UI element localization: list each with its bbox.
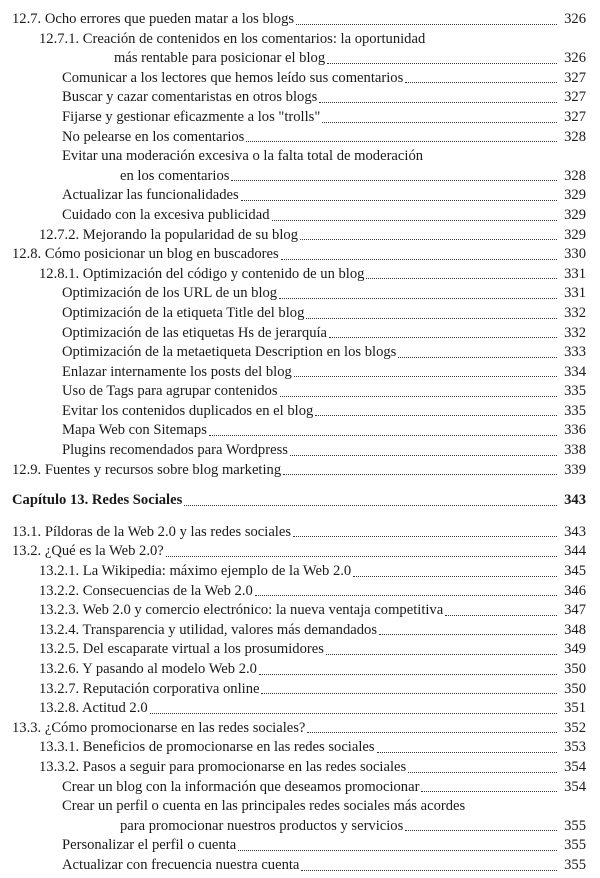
page-number: 328 — [564, 128, 586, 145]
page-number: 348 — [564, 621, 586, 638]
toc-entry[interactable] — [12, 817, 586, 837]
toc-entry[interactable] — [12, 147, 586, 167]
toc-entry[interactable] — [12, 601, 586, 621]
entry-title: en los comentarios — [120, 167, 230, 184]
entry-title: Crear un perfil o cuenta en las principales redes sociales más acordes — [62, 798, 466, 815]
toc-entry[interactable] — [12, 167, 586, 187]
dot-leader — [283, 474, 557, 475]
toc-entry[interactable] — [12, 778, 586, 798]
toc-entry[interactable] — [12, 128, 586, 148]
toc-entry[interactable] — [12, 382, 586, 402]
page-number: 355 — [564, 817, 586, 834]
dot-leader — [259, 674, 557, 675]
dot-leader — [326, 654, 557, 655]
entry-title: 12.8. Cómo posicionar un blog en buscadores — [12, 246, 279, 263]
page-number: 327 — [564, 69, 586, 86]
entry-title: 13.3.2. Pasos a seguir para promocionarse en las redes sociales — [39, 758, 407, 775]
toc-entry[interactable] — [12, 206, 586, 226]
entry-title: Capítulo 13. Redes Sociales — [12, 492, 183, 509]
toc-entry[interactable] — [12, 324, 586, 344]
dot-leader — [315, 415, 557, 416]
entry-title: Mapa Web con Sitemaps — [62, 422, 207, 439]
page-number: 354 — [564, 778, 586, 795]
dot-leader — [281, 259, 557, 260]
toc-entry[interactable] — [12, 402, 586, 422]
entry-title: 13.2.8. Actitud 2.0 — [39, 700, 148, 717]
toc-entry[interactable] — [12, 562, 586, 582]
page-number: 339 — [564, 461, 586, 478]
dot-leader — [280, 396, 557, 397]
page-number: 331 — [564, 265, 586, 282]
page-number: 353 — [564, 739, 586, 756]
toc-entry[interactable] — [12, 284, 586, 304]
page-number: 330 — [564, 246, 586, 263]
dot-leader — [150, 713, 557, 714]
dot-leader — [377, 752, 557, 753]
page-number: 338 — [564, 442, 586, 459]
toc-entry[interactable] — [12, 10, 586, 30]
toc-entry[interactable] — [12, 699, 586, 719]
dot-leader — [405, 830, 557, 831]
dot-leader — [405, 82, 557, 83]
page-number: 349 — [564, 641, 586, 658]
toc-entry[interactable] — [12, 49, 586, 69]
dot-leader — [209, 435, 557, 436]
page-number: 343 — [564, 523, 586, 540]
page-number: 344 — [564, 543, 586, 560]
toc-entry[interactable] — [12, 523, 586, 543]
toc-entry[interactable] — [12, 856, 586, 876]
toc-entry[interactable] — [12, 421, 586, 441]
page-number: 336 — [564, 422, 586, 439]
toc-entry[interactable] — [12, 542, 586, 562]
entry-title: Optimización de los URL de un blog — [62, 285, 278, 302]
entry-title: 13.2.5. Del escaparate virtual a los prosumidores — [39, 641, 324, 658]
page-number: 343 — [564, 492, 586, 509]
toc-entry[interactable] — [12, 245, 586, 265]
entry-title: Evitar los contenidos duplicados en el blog — [62, 402, 314, 419]
toc-entry[interactable] — [12, 343, 586, 363]
page-number: 354 — [564, 758, 586, 775]
toc-entry[interactable] — [12, 738, 586, 758]
entry-title: 12.7. Ocho errores que pueden matar a los blogs — [12, 11, 295, 27]
toc-entry[interactable] — [12, 680, 586, 700]
page-number: 331 — [564, 285, 586, 302]
entry-title: Optimización de la metaetiqueta Description en los blogs — [62, 344, 397, 361]
page-number: 352 — [564, 719, 586, 736]
dot-leader — [322, 122, 557, 123]
dot-leader — [184, 505, 557, 506]
entry-title: Crear un blog con la información que deseamos promocionar — [62, 778, 420, 795]
toc-entry[interactable] — [12, 69, 586, 89]
dot-leader — [255, 595, 557, 596]
page-number: 329 — [564, 206, 586, 223]
dot-leader — [379, 634, 557, 635]
entry-title: Personalizar el perfil o cuenta — [62, 837, 237, 854]
toc-entry[interactable] — [12, 758, 586, 778]
entry-title: Evitar una moderación excesiva o la falta total de moderación — [62, 148, 424, 165]
page-number: 347 — [564, 602, 586, 619]
page-number: 350 — [564, 661, 586, 677]
dot-leader — [306, 318, 557, 319]
entry-title: Actualizar las funcionalidades — [62, 187, 239, 204]
dot-leader — [319, 102, 557, 103]
entry-title: Cuidado con la excesiva publicidad — [62, 206, 270, 223]
dot-leader — [327, 63, 557, 64]
toc-entry[interactable] — [12, 108, 586, 128]
page-number: 329 — [564, 226, 586, 243]
page-number: 335 — [564, 383, 586, 400]
chapter-entry[interactable] — [12, 491, 586, 511]
entry-title: Optimización de las etiquetas Hs de jerarquía — [62, 324, 328, 341]
dot-leader — [238, 850, 557, 851]
page-number: 328 — [564, 167, 586, 184]
dot-leader — [408, 772, 557, 773]
page-number: 346 — [564, 582, 586, 599]
page-number: 350 — [564, 680, 586, 697]
page-number: 332 — [564, 324, 586, 341]
toc-entry[interactable] — [12, 797, 586, 817]
entry-title: 13.3.1. Beneficios de promocionarse en las redes sociales — [39, 739, 375, 756]
entry-title: 13.2.2. Consecuencias de la Web 2.0 — [39, 582, 253, 599]
entry-title: Plugins recomendados para Wordpress — [62, 442, 288, 459]
dot-leader — [398, 357, 557, 358]
dot-leader — [300, 239, 557, 240]
page-number: 333 — [564, 344, 586, 361]
entry-title: Fijarse y gestionar eficazmente a los "trolls" — [62, 108, 321, 125]
page-number: 335 — [564, 402, 586, 419]
entry-title: No pelearse en los comentarios — [62, 128, 245, 145]
entry-title: 12.9. Fuentes y recursos sobre blog marketing — [12, 461, 282, 478]
page-number: 351 — [564, 700, 586, 717]
dot-leader — [293, 536, 557, 537]
toc-entry[interactable] — [12, 226, 586, 246]
dot-leader — [329, 337, 557, 338]
dot-leader — [279, 298, 557, 299]
toc-entry[interactable] — [12, 30, 586, 50]
entry-title: 12.8.1. Optimización del código y contenido de un blog — [39, 265, 365, 282]
dot-leader — [231, 180, 557, 181]
dot-leader — [246, 141, 557, 142]
entry-title: 13.1. Píldoras de la Web 2.0 y las redes sociales — [12, 523, 292, 540]
entry-title: 12.7.1. Creación de contenidos en los comentarios: la oportunidad — [39, 30, 426, 47]
dot-leader — [353, 576, 557, 577]
page-number: 326 — [564, 50, 586, 67]
entry-title: 13.2.3. Web 2.0 y comercio electrónico: la nueva ventaja competitiva — [39, 602, 444, 619]
page-number: 345 — [564, 563, 586, 580]
dot-leader — [421, 791, 557, 792]
entry-title: Buscar y cazar comentaristas en otros blogs — [62, 89, 318, 106]
page-number: 355 — [564, 837, 586, 854]
dot-leader — [166, 556, 557, 557]
page-number: 329 — [564, 187, 586, 204]
dot-leader — [301, 870, 557, 871]
toc-entry[interactable] — [12, 461, 586, 481]
entry-title: 13.2.4. Transparencia y utilidad, valores más demandados — [39, 621, 378, 638]
entry-title: 13.2. ¿Qué es la Web 2.0? — [12, 543, 164, 560]
toc-entry[interactable] — [12, 640, 586, 660]
toc-entry[interactable] — [12, 88, 586, 108]
page-number: 355 — [564, 856, 586, 873]
dot-leader — [294, 376, 557, 377]
entry-title: Comunicar a los lectores que hemos leído sus comentarios — [62, 69, 404, 86]
dot-leader — [290, 455, 557, 456]
entry-title: Uso de Tags para agrupar contenidos — [62, 383, 278, 400]
page-number: 327 — [564, 89, 586, 106]
entry-title: 13.3. ¿Cómo promocionarse en las redes sociales? — [12, 719, 306, 736]
page-number: 332 — [564, 304, 586, 321]
toc-entry[interactable] — [12, 660, 586, 680]
toc-entry[interactable] — [12, 363, 586, 383]
dot-leader — [241, 200, 557, 201]
entry-title: 13.2.1. La Wikipedia: máximo ejemplo de la Web 2.0 — [39, 563, 352, 580]
dot-leader — [296, 24, 557, 25]
entry-title: Enlazar internamente los posts del blog — [62, 363, 292, 380]
page-number: 334 — [564, 363, 586, 380]
dot-leader — [445, 615, 557, 616]
dot-leader — [272, 220, 558, 221]
entry-title: 12.7.2. Mejorando la popularidad de su blog — [39, 226, 298, 243]
entry-title: 13.2.6. Y pasando al modelo Web 2.0 — [39, 661, 257, 677]
entry-title: Optimización de la etiqueta Title del blog — [62, 304, 305, 321]
toc-entry[interactable] — [12, 836, 586, 856]
toc-entry[interactable] — [12, 265, 586, 285]
toc-entry[interactable] — [12, 304, 586, 324]
entry-title: Actualizar con frecuencia nuestra cuenta — [62, 856, 300, 873]
entry-title: para promocionar nuestros productos y servicios — [120, 817, 404, 834]
page-number: 326 — [564, 11, 586, 27]
table-of-contents — [12, 10, 586, 876]
toc-entry[interactable] — [12, 719, 586, 739]
entry-title: 13.2.7. Reputación corporativa online — [39, 680, 260, 697]
toc-entry[interactable] — [12, 441, 586, 461]
toc-entry[interactable] — [12, 186, 586, 206]
dot-leader — [366, 278, 557, 279]
toc-entry[interactable] — [12, 582, 586, 602]
entry-title: más rentable para posicionar el blog — [114, 50, 326, 67]
dot-leader — [307, 732, 557, 733]
page-number: 327 — [564, 108, 586, 125]
toc-entry[interactable] — [12, 621, 586, 641]
dot-leader — [261, 693, 557, 694]
